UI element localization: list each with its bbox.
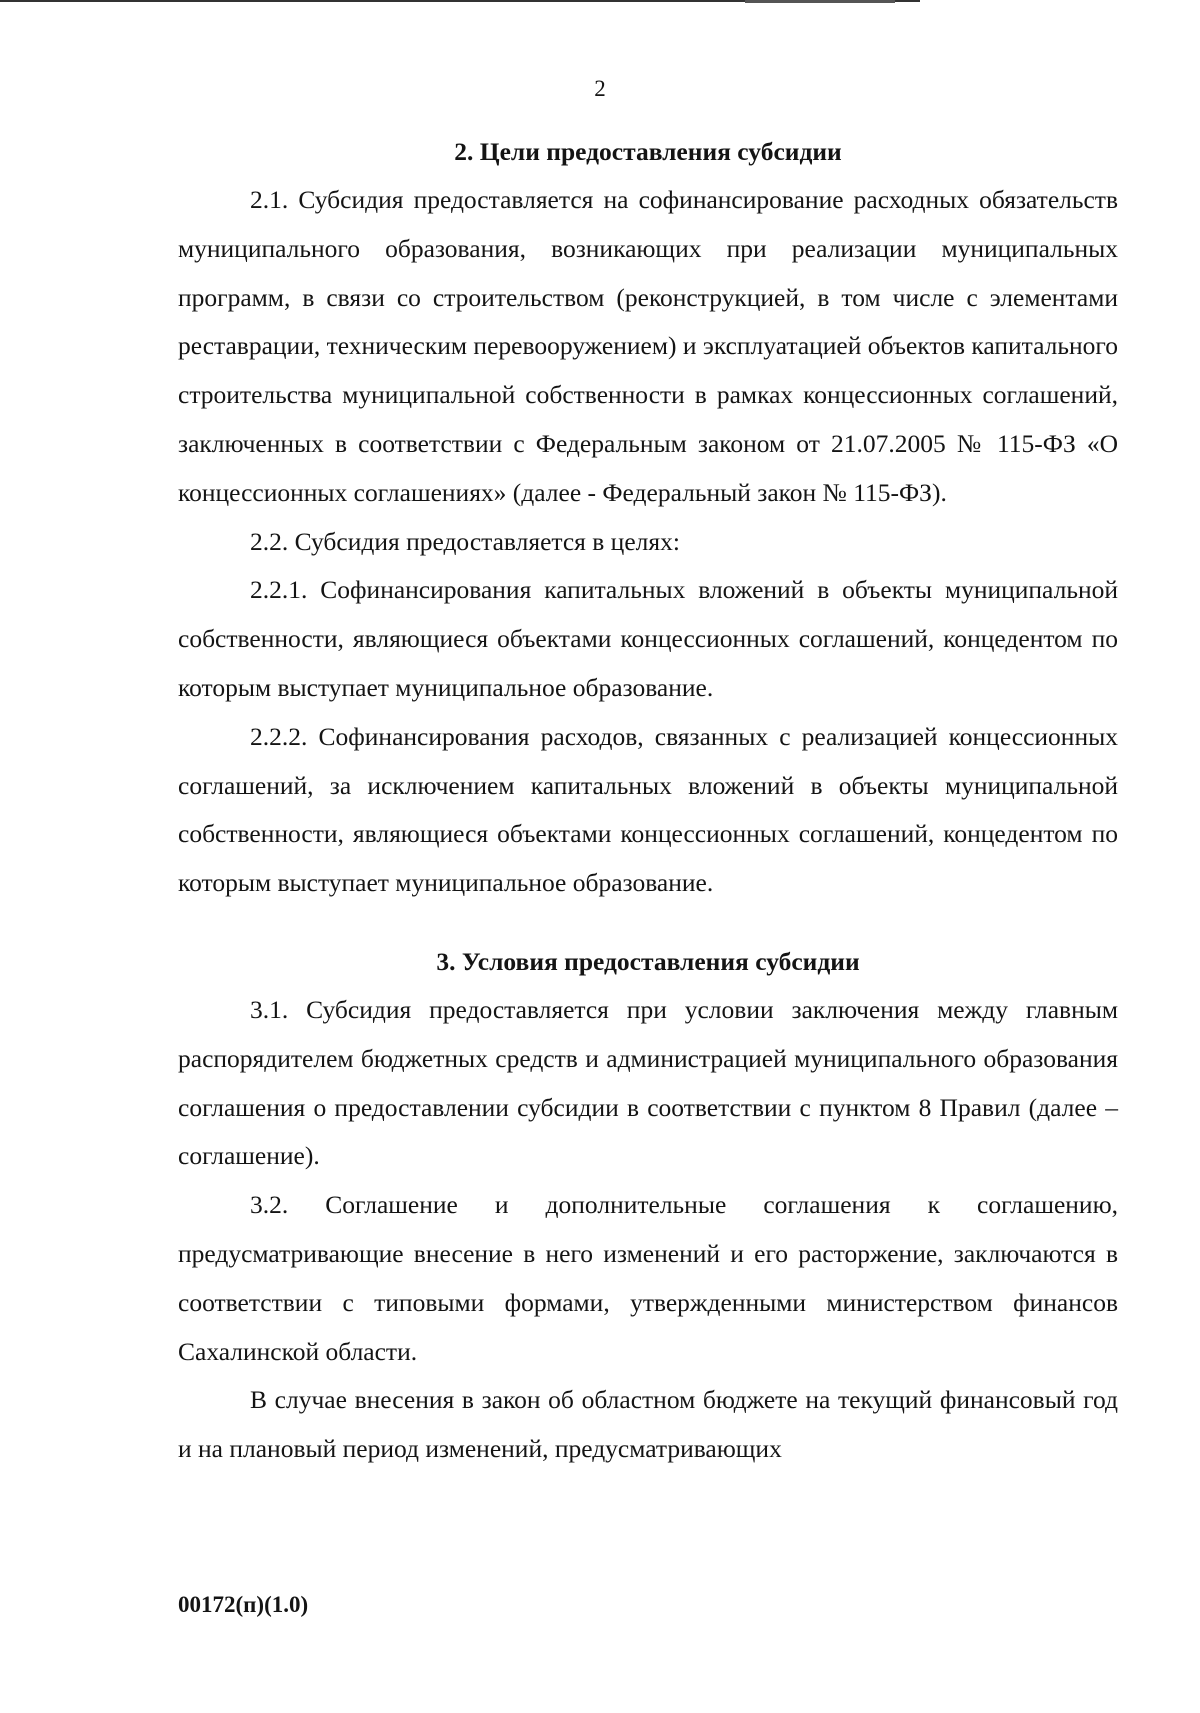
paragraph-2-2-1: 2.2.1. Софинансирования капитальных вложений в объекты муниципальной собственности, являющиеся объектами концессионных соглашений, концедентом по которым выступает муниципальное образование. [178, 575, 1118, 702]
paragraph-2-2: 2.2. Субсидия предоставляется в целях: [250, 526, 680, 556]
document-body [178, 128, 1118, 1474]
page-number: 2 [594, 76, 606, 101]
top-edge-line-mark [745, 0, 895, 3]
paragraph-2-1: 2.1. Субсидия предоставляется на софинансирование расходных обязательств муниципального образования, возникающих при реализации муниципальных программ, в связи со строительством (реконструкцией, в том числе с элементами реставрации, техническим перевооружением) и эксплуатацией объектов капитального строительства муниципальной собственности в рамках концессионных соглашений, заключенных в соответствии с Федеральным законом от 21.07.2005 № 115-ФЗ «О концессионных соглашениях» (далее - Федеральный закон № 115-ФЗ). [178, 185, 1118, 507]
section-2-heading: 2. Цели предоставления субсидии [454, 137, 842, 166]
paragraph-3-2: 3.2. Соглашение и дополнительные соглашения к соглашению, предусматривающие внесение в него изменений и его расторжение, заключаются в соответствии с типовыми формами, утвержденными министерством финансов Сахалинской области. [178, 1190, 1118, 1366]
paragraph-3-2-continued: В случае внесения в закон об областном бюджете на текущий финансовый год и на плановый период изменений, предусматривающих [178, 1385, 1118, 1464]
section-3-heading: 3. Условия предоставления субсидии [436, 946, 860, 976]
paragraph-3-1: 3.1. Субсидия предоставляется при условии заключения между главным распорядителем бюджетных средств и администрацией муниципального образования соглашения о предоставлении субсидии в соответствии с пунктом 8 Правил (далее – соглашение). [178, 994, 1118, 1171]
document-code: 00172(п)(1.0) [178, 1592, 309, 1617]
paragraph-2-2-2: 2.2.2. Софинансирования расходов, связанных с реализацией концессионных соглашений, за исключением капитальных вложений в объекты муниципальной собственности, являющиеся объектами концессионных соглашений, концедентом по которым выступает муниципальное образование. [178, 721, 1118, 898]
